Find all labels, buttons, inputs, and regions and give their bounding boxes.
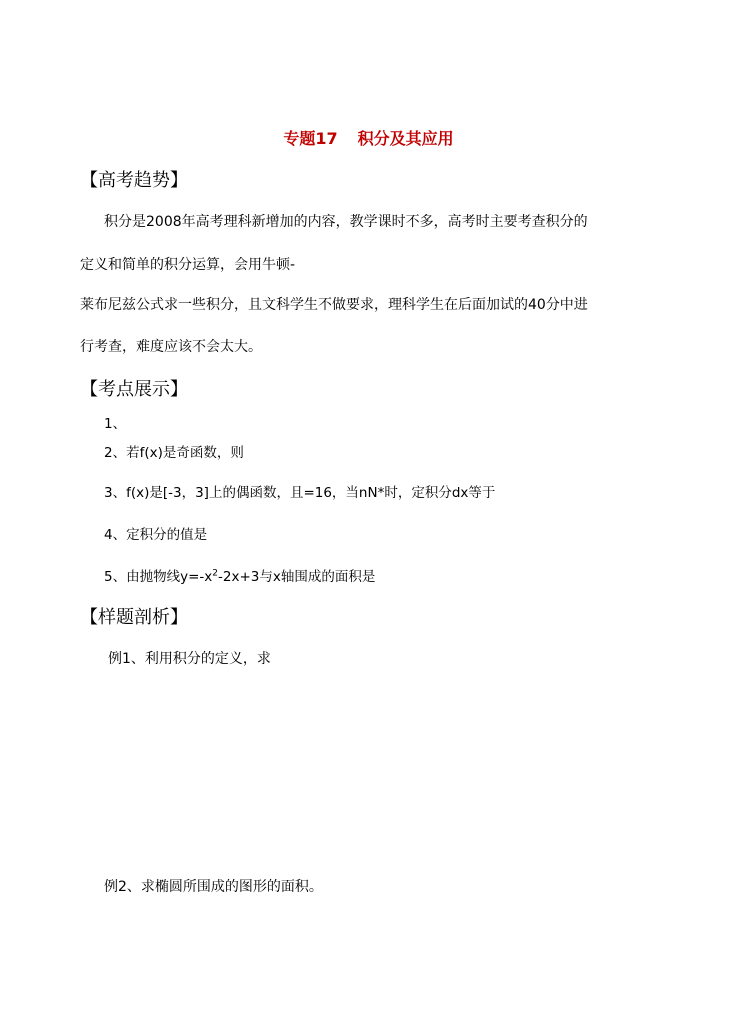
document-title — [0, 126, 737, 149]
heading-points: 【考点展示】 — [80, 379, 188, 400]
title-text: 积分及其应用 — [357, 129, 454, 148]
point-item-1: 1、 — [104, 416, 127, 432]
trend-line-2: 定义和简单的积分运算，会用牛顿- — [80, 257, 296, 273]
point-item-3: 3、f(x)是[-3，3]上的偶函数，且=16，当nN*时，定积分dx等于 — [104, 485, 496, 501]
point-item-5-part2: -2x+3与x轴围成的面积是 — [218, 569, 376, 585]
example-1: 例1、利用积分的定义，求 — [108, 651, 271, 667]
trend-line-3: 莱布尼兹公式求一些积分，且文科学生不做要求，理科学生在后面加试的40分中进 — [80, 297, 588, 313]
point-item-4: 4、定积分的值是 — [104, 527, 208, 543]
point-item-5-part1: 5、由抛物线y=-x — [104, 569, 213, 585]
title-number: 专题17 — [283, 129, 338, 148]
point-item-5 — [104, 565, 375, 585]
trend-line-4: 行考查，难度应该不会太大。 — [80, 339, 262, 355]
example-2: 例2、求椭圆所围成的图形的面积。 — [104, 879, 323, 895]
heading-examples: 【样题剖析】 — [80, 607, 188, 628]
point-item-5-exponent: 2 — [212, 568, 218, 579]
trend-line-1: 积分是2008年高考理科新增加的内容，教学课时不多，高考时主要考查积分的 — [104, 214, 588, 230]
point-item-2: 2、若f(x)是奇函数，则 — [104, 445, 244, 461]
heading-trend: 【高考趋势】 — [80, 170, 188, 191]
